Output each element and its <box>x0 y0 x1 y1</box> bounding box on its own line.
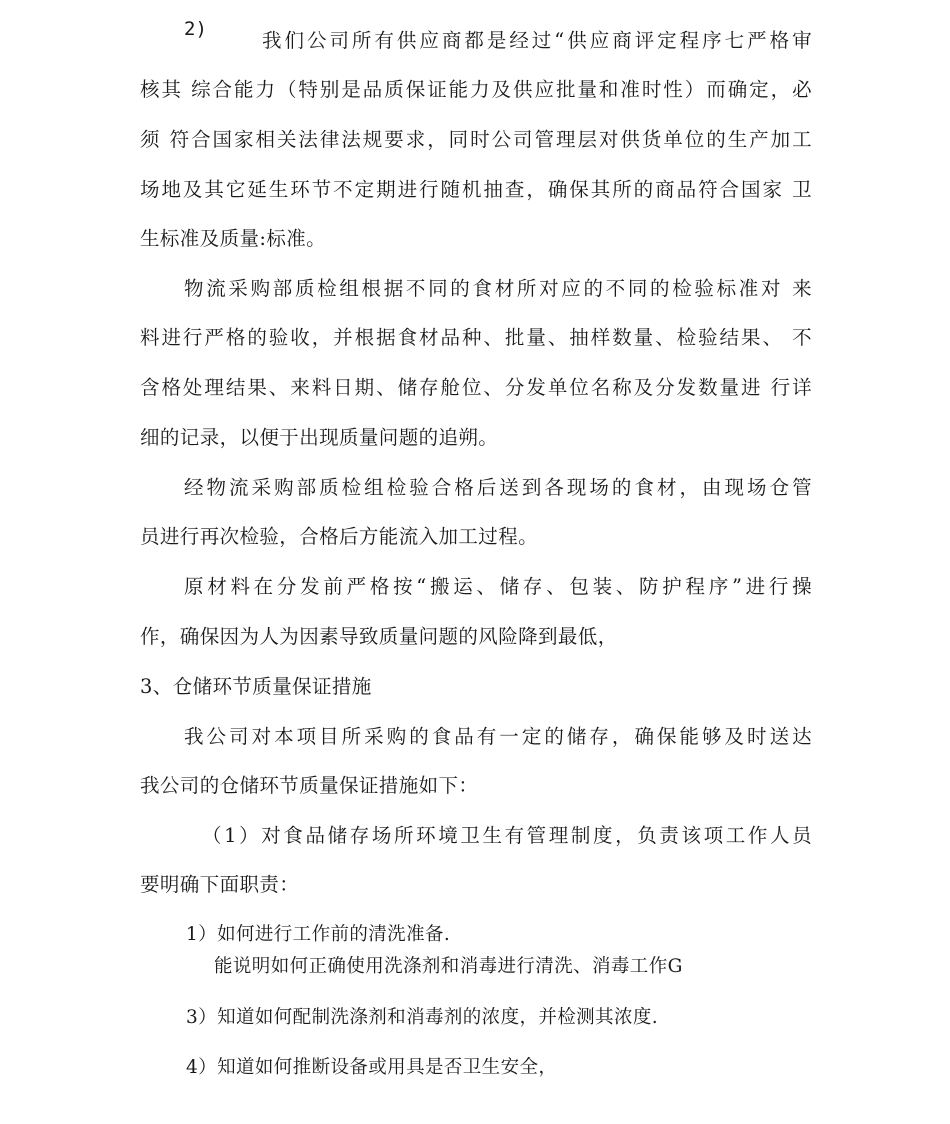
section-heading: 3、仓储环节质量保证措施 <box>140 675 372 698</box>
text-line-1: 我们公司所有供应商都是经过“供应商评定程序七严格审 <box>262 29 812 52</box>
list-item-4: 4）知道如何推断设备或用具是否卫生安全， <box>186 1057 558 1078</box>
text-line-5: 生标准及质量:标准。 <box>140 227 327 250</box>
text-line-12: 原材料在分发前严格按“搬运、储存、包装、防护程序”进行操 <box>184 575 812 598</box>
paragraph-number: 2) <box>184 18 207 40</box>
text-line-4: 场地及其它延生环节不定期进行随机抽查，确保其所的商品符合国家 卫 <box>140 178 812 201</box>
text-line-13: 作，确保因为人为因素导致质量问题的风险降到最低， <box>140 625 618 648</box>
text-line-3: 须 符合国家相关法律法规要求，同时公司管理层对供货单位的生产加工 <box>140 128 812 151</box>
list-item-1: 1）如何进行工作前的清洗准备. <box>186 924 451 945</box>
text-line-11: 员进行再次检验，合格后方能流入加工过程。 <box>140 525 539 548</box>
text-line-8: 含格处理结果、来料日期、储存舱位、分发单位名称及分发数量进 行详 <box>140 376 812 399</box>
text-line-17: （1）对食品储存场所环境卫生有管理制度，负责该项工作人员 <box>202 824 812 847</box>
text-line-15: 我公司对本项目所采购的食品有一定的储存，确保能够及时送达 <box>184 725 812 748</box>
list-item-3: 3）知道如何配制洗涤剂和消毒剂的浓度，并检测其浓度. <box>186 1007 659 1028</box>
text-line-6: 物流采购部质检组根据不同的食材所对应的不同的检验标准对 来 <box>184 277 812 300</box>
text-line-10: 经物流采购部质检组检验合格后送到各现场的食材，由现场仓管 <box>184 476 812 499</box>
text-line-9: 细的记录，以便于出现质量问题的追朔。 <box>140 426 499 449</box>
text-line-7: 料进行严格的验收，并根据食材品种、批量、抽样数量、检验结果、 不 <box>140 326 812 349</box>
list-item-2: 能说明如何正确使用洗涤剂和消毒进行清洗、消毒工作G <box>214 956 683 977</box>
text-line-2: 核其 综合能力（特别是品质保证能力及供应批量和准时性）而确定，必 <box>140 78 812 101</box>
text-line-18: 要明确下面职责： <box>140 873 300 896</box>
text-line-16: 我公司的仓储环节质量保证措施如下： <box>140 774 479 797</box>
